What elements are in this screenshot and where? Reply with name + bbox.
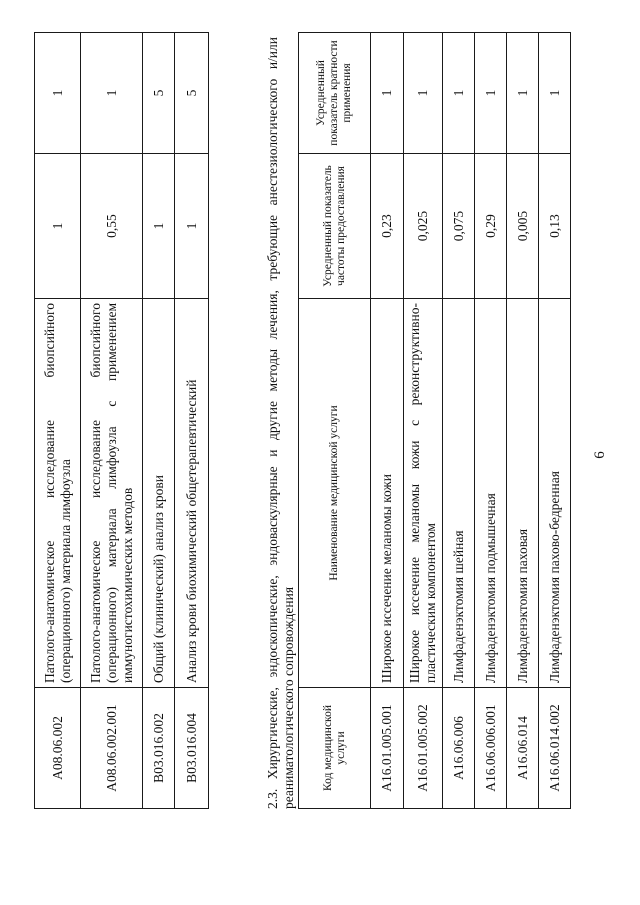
service-name-cell: Широкое иссечение меланомы кожи — [371, 299, 404, 688]
service-name-cell: Анализ крови биохимический общетерапевтический — [175, 299, 209, 688]
header-name: Наименование медицинской услуги — [299, 299, 371, 688]
table-row — [143, 33, 175, 809]
service-code-cell: B03.016.002 — [143, 688, 175, 809]
table-row — [443, 33, 475, 809]
multiplicity-cell: 1 — [81, 33, 143, 154]
service-name-cell: Лимфаденэктомия подмышечная — [475, 299, 507, 688]
multiplicity-cell: 1 — [507, 33, 539, 154]
frequency-cell: 0,55 — [81, 154, 143, 299]
table-row — [507, 33, 539, 809]
table-header-row — [299, 33, 371, 809]
header-frequency: Усредненный показатель частоты предоставления — [299, 154, 371, 299]
service-code-cell: A16.06.014 — [507, 688, 539, 809]
frequency-cell: 0,005 — [507, 154, 539, 299]
service-name-cell: Патолого-анатомическое исследование биопсийного (операционного) материала лимфоузла — [35, 299, 81, 688]
service-code-cell: A16.06.014.002 — [539, 688, 571, 809]
table-row — [35, 33, 81, 809]
service-code-cell: A08.06.002 — [35, 688, 81, 809]
table-row — [81, 33, 143, 809]
frequency-cell: 0,29 — [475, 154, 507, 299]
service-code-cell: A08.06.002.001 — [81, 688, 143, 809]
frequency-cell: 0,13 — [539, 154, 571, 299]
service-name-cell: Общий (клинический) анализ крови — [143, 299, 175, 688]
table-row — [175, 33, 209, 809]
service-name-cell: Лимфаденэктомия пахово-бедренная — [539, 299, 571, 688]
header-code: Код медицинской услуги — [299, 688, 371, 809]
service-code-cell: A16.01.005.001 — [371, 688, 404, 809]
header-multiplicity: Усредненный показатель кратности применения — [299, 33, 371, 154]
frequency-cell: 1 — [143, 154, 175, 299]
multiplicity-cell: 1 — [443, 33, 475, 154]
table-row — [475, 33, 507, 809]
multiplicity-cell: 5 — [143, 33, 175, 154]
table-row — [539, 33, 571, 809]
frequency-cell: 0,23 — [371, 154, 404, 299]
service-name-cell: Широкое иссечение меланомы кожи с реконструктивно-пластическим компонентом — [404, 299, 443, 688]
page-number: 6 — [592, 451, 608, 459]
section-heading: 2.3. Хирургические, эндоскопические, эндоваскулярные и другие методы лечения, требующие анестезиологического и/или реаниматологического сопровождения — [265, 37, 296, 809]
table-row — [404, 33, 443, 809]
frequency-cell: 0,025 — [404, 154, 443, 299]
service-code-cell: A16.06.006.001 — [475, 688, 507, 809]
multiplicity-cell: 1 — [539, 33, 571, 154]
multiplicity-cell: 1 — [371, 33, 404, 154]
service-code-cell: B03.016.004 — [175, 688, 209, 809]
frequency-cell: 0,075 — [443, 154, 475, 299]
multiplicity-cell: 1 — [475, 33, 507, 154]
table-row — [371, 33, 404, 809]
service-code-cell: A16.06.006 — [443, 688, 475, 809]
service-name-cell: Лимфаденэктомия паховая — [507, 299, 539, 688]
service-code-cell: A16.01.005.002 — [404, 688, 443, 809]
frequency-cell: 1 — [175, 154, 209, 299]
multiplicity-cell: 1 — [404, 33, 443, 154]
service-name-cell: Патолого-анатомическое исследование биопсийного (операционного) материала лимфоузла с применением иммуногистохимических методов — [81, 299, 143, 688]
surgical-services-table — [298, 32, 571, 809]
multiplicity-cell: 1 — [35, 33, 81, 154]
services-table-continued — [34, 32, 209, 809]
multiplicity-cell: 5 — [175, 33, 209, 154]
service-name-cell: Лимфаденэктомия шейная — [443, 299, 475, 688]
frequency-cell: 1 — [35, 154, 81, 299]
